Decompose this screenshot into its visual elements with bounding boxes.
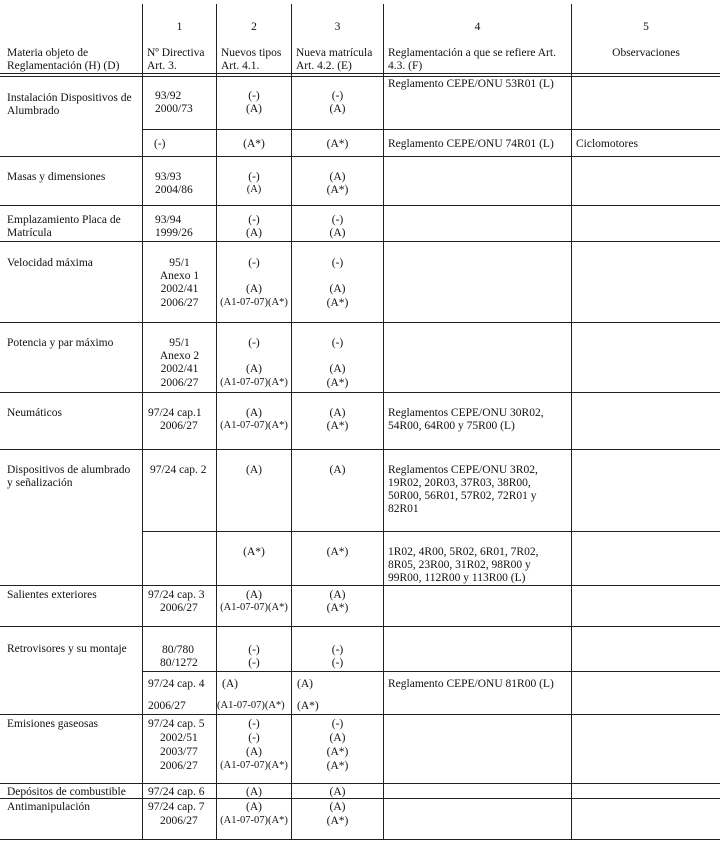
directiva-cell: 97/24 cap. 7 — [148, 801, 205, 813]
col-number-1: 1 — [176, 21, 183, 33]
reglamento-cell: 82R01 — [388, 503, 419, 515]
nuevos-cell: (-) — [248, 732, 260, 744]
materia-cell: Alumbrado — [7, 105, 60, 117]
row-rule — [0, 714, 720, 715]
directiva-cell: 2006/27 — [160, 420, 198, 432]
row-rule — [0, 392, 720, 393]
nuevos-cell: (A1-07-07)(A*) — [220, 602, 288, 613]
col-number-3: 3 — [334, 21, 341, 33]
nuevos-cell: (A1-07-07)(A*) — [220, 377, 288, 388]
header-materia: Reglamentación (H) (D) — [7, 60, 120, 72]
matricula-cell: (A) — [297, 678, 313, 690]
matricula-cell: (A) — [329, 786, 346, 798]
directiva-cell: (-) — [154, 138, 166, 150]
matricula-cell: (A) — [329, 227, 346, 239]
matricula-cell: (-) — [331, 657, 344, 669]
reglamento-cell: Reglamento CEPE/ONU 81R00 (L) — [388, 678, 554, 690]
matricula-cell: (A*) — [326, 602, 349, 614]
reglamento-cell: 50R00, 56R01, 57R02, 72R01 y — [388, 490, 537, 502]
matricula-cell: (A*) — [326, 546, 349, 558]
directiva-cell: 2006/27 — [160, 297, 199, 309]
reglamento-cell: Reglamentos CEPE/ONU 3R02, — [388, 464, 538, 476]
nuevos-cell: (A1-07-07)(A*) — [220, 297, 288, 308]
matricula-cell: (A) — [329, 732, 346, 744]
directiva-cell: 2006/27 — [160, 815, 198, 827]
directiva-cell: 2006/27 — [160, 377, 199, 389]
header-directiva: Art. 3. — [147, 60, 177, 72]
matricula-cell: (A*) — [326, 746, 349, 758]
nuevos-cell: (-) — [248, 171, 260, 183]
matricula-cell: (-) — [331, 337, 344, 349]
nuevos-cell: (A) — [246, 363, 262, 375]
reglamento-cell: 99R00, 112R00 y 113R00 (L) — [388, 572, 526, 584]
directiva-cell: 97/24 cap. 2 — [150, 464, 207, 476]
materia-cell: Emplazamiento Placa de — [7, 214, 121, 226]
directiva-cell: 80/780 — [162, 644, 194, 656]
matricula-cell: (A*) — [326, 297, 349, 309]
nuevos-cell: (-) — [248, 214, 260, 226]
materia-cell: Potencia y par máximo — [7, 337, 114, 349]
observaciones-cell: Ciclomotores — [576, 138, 638, 150]
header-nueva-matricula: Art. 4.2. (E) — [296, 60, 352, 72]
nuevos-cell: (-) — [248, 657, 260, 669]
materia-cell: Velocidad máxima — [7, 257, 93, 269]
matricula-cell: (A) — [329, 103, 346, 115]
directiva-cell: 2002/41 — [160, 283, 199, 295]
header-nueva-matricula: Nueva matrícula — [296, 47, 373, 59]
matricula-cell: (A*) — [326, 377, 349, 389]
nuevos-cell: (-) — [248, 257, 260, 269]
nuevos-cell: (A) — [246, 227, 262, 239]
directiva-cell: 93/94 — [155, 214, 182, 226]
row-rule — [0, 205, 720, 206]
row-rule — [142, 671, 720, 672]
row-rule — [0, 449, 720, 450]
row-rule — [383, 129, 720, 130]
nuevos-cell: (A1-07-07)(A*) — [220, 760, 288, 771]
nuevos-cell: (A*) — [243, 138, 265, 150]
materia-cell: y señalización — [7, 477, 73, 489]
reglamento-cell: Reglamento CEPE/ONU 74R01 (L) — [388, 138, 554, 150]
reglamento-cell: 1R02, 4R00, 5R02, 6R01, 7R02, — [388, 546, 539, 558]
directiva-cell: 97/24 cap. 4 — [148, 678, 205, 690]
nuevos-cell: (A) — [246, 786, 262, 798]
directiva-cell: 1999/26 — [155, 227, 193, 239]
matricula-cell: (-) — [331, 718, 344, 730]
reglamento-cell: Reglamento CEPE/ONU 53R01 (L) — [388, 78, 554, 90]
nuevos-cell: (A) — [222, 678, 238, 690]
nuevos-cell: (A) — [246, 746, 262, 758]
header-reglamentacion: Reglamentación a que se refiere Art. — [388, 47, 556, 59]
header-directiva: Nº Directiva — [147, 47, 205, 59]
matricula-cell: (A*) — [297, 700, 319, 712]
header-rule — [0, 76, 720, 77]
header-nuevos-tipos: Nuevos tipos — [221, 47, 282, 59]
reglamento-cell: 8R05, 23R00, 31R02, 98R00 y — [388, 559, 531, 571]
matricula-cell: (A) — [329, 171, 346, 183]
header-rule — [0, 73, 720, 74]
materia-cell: Emisiones gaseosas — [7, 718, 99, 730]
matricula-cell: (A*) — [326, 815, 349, 827]
row-rule — [0, 322, 720, 323]
matricula-cell: (A*) — [326, 760, 349, 772]
matricula-cell: (-) — [331, 214, 344, 226]
nuevos-cell: (A) — [246, 184, 262, 195]
directiva-cell: 2003/77 — [160, 746, 198, 758]
col-number-4: 4 — [474, 21, 481, 33]
matricula-cell: (A*) — [326, 184, 349, 196]
nuevos-cell: (-) — [248, 718, 260, 730]
row-rule — [142, 129, 383, 130]
nuevos-cell: (A1-07-07)(A*) — [220, 420, 288, 431]
directiva-cell: 97/24 cap.1 — [148, 407, 202, 419]
directiva-cell: 93/93 — [155, 171, 182, 183]
materia-cell: Matrícula — [7, 227, 52, 239]
col-number-5: 5 — [643, 21, 649, 33]
materia-cell: Masas y dimensiones — [7, 171, 106, 183]
directiva-cell: 2006/27 — [160, 760, 198, 772]
nuevos-cell: (A1-07-07)(A*) — [220, 815, 288, 826]
header-nuevos-tipos: Art. 4.1. — [221, 60, 260, 72]
directiva-cell: 93/92 — [155, 90, 182, 102]
matricula-cell: (A) — [329, 589, 346, 601]
header-observaciones: Observaciones — [612, 47, 680, 59]
nuevos-cell: (A) — [246, 801, 262, 813]
matricula-cell: (-) — [331, 644, 344, 656]
row-rule — [0, 839, 720, 840]
directiva-cell: Anexo 1 — [159, 270, 200, 282]
matricula-cell: (A) — [329, 283, 346, 295]
directiva-cell: 2002/41 — [160, 363, 199, 375]
matricula-cell: (-) — [331, 90, 344, 102]
nuevos-cell: (A) — [246, 464, 262, 476]
row-rule — [0, 783, 720, 784]
nuevos-cell: (A*) — [243, 546, 265, 558]
nuevos-cell: (A1-07-07)(A*) — [217, 700, 285, 711]
row-rule — [0, 156, 720, 157]
matricula-cell: (A) — [329, 407, 346, 419]
directiva-cell: 2002/51 — [160, 732, 198, 744]
directiva-cell: 97/24 cap. 3 — [148, 589, 205, 601]
reglamento-cell: 19R02, 20R03, 37R03, 38R00, — [388, 477, 531, 489]
matricula-cell: (A*) — [326, 138, 349, 150]
directiva-cell: 80/1272 — [160, 657, 198, 669]
row-rule — [0, 585, 720, 586]
directiva-cell: 2006/27 — [148, 700, 186, 712]
materia-cell: Depósitos de combustible — [7, 786, 126, 798]
row-rule — [142, 531, 720, 532]
materia-cell: Instalación Dispositivos de — [7, 92, 132, 104]
directiva-cell: 97/24 cap. 6 — [148, 786, 205, 798]
matricula-cell: (-) — [331, 257, 344, 269]
directiva-cell: 2006/27 — [160, 602, 198, 614]
directiva-cell: 95/1 — [169, 337, 190, 349]
col-number-2: 2 — [251, 21, 257, 33]
directiva-cell: 97/24 cap. 5 — [148, 718, 205, 730]
materia-cell: Salientes exteriores — [7, 589, 97, 601]
nuevos-cell: (-) — [248, 90, 260, 102]
nuevos-cell: (A) — [246, 589, 262, 601]
nuevos-cell: (A) — [246, 407, 262, 419]
materia-cell: Retrovisores y su montaje — [7, 643, 127, 655]
matricula-cell: (A*) — [326, 420, 349, 432]
directiva-cell: Anexo 2 — [159, 350, 200, 362]
matricula-cell: (A) — [329, 801, 346, 813]
materia-cell: Antimanipulación — [7, 801, 91, 813]
reglamento-cell: 54R00, 64R00 y 75R00 (L) — [388, 420, 515, 432]
materia-cell: Dispositivos de alumbrado — [7, 464, 131, 476]
directiva-cell: 2000/73 — [155, 103, 193, 115]
directiva-cell: 2004/86 — [155, 184, 193, 196]
materia-cell: Neumáticos — [7, 407, 62, 419]
row-rule — [0, 241, 720, 242]
matricula-cell: (A) — [329, 464, 346, 476]
matricula-cell: (A) — [329, 363, 346, 375]
reglamento-cell: Reglamentos CEPE/ONU 30R02, — [388, 407, 544, 419]
nuevos-cell: (-) — [248, 337, 260, 349]
header-reglamentacion: 4.3. (F) — [388, 60, 423, 72]
nuevos-cell: (-) — [248, 644, 260, 656]
nuevos-cell: (A) — [246, 283, 262, 295]
row-rule — [0, 626, 720, 627]
header-materia: Materia objeto de — [7, 47, 89, 59]
directiva-cell: 95/1 — [169, 257, 190, 269]
nuevos-cell: (A) — [246, 103, 262, 115]
